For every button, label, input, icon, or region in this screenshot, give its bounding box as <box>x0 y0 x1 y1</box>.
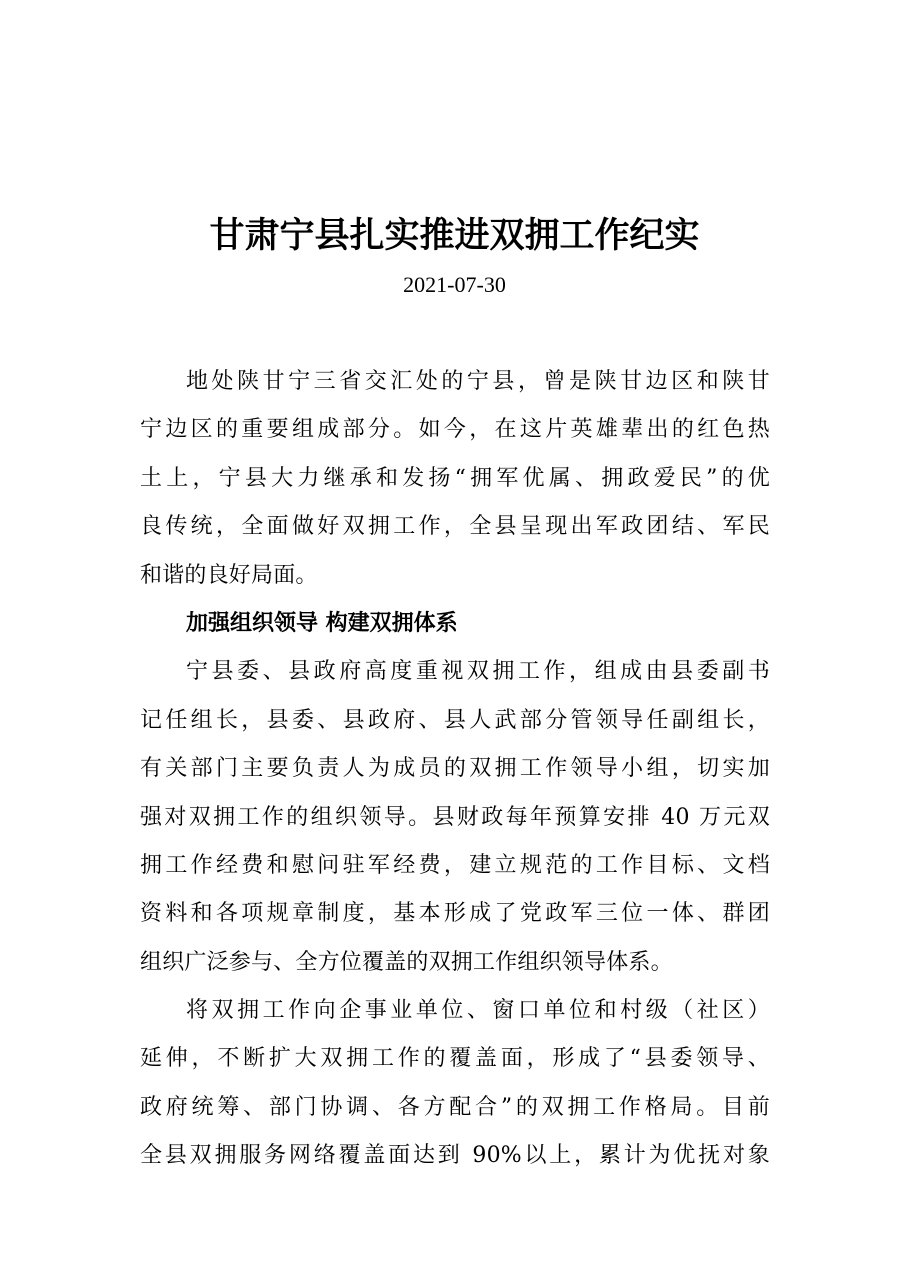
text-line: 拥工作经费和慰问驻军经费，建立规范的工作目标、文档 <box>140 852 770 878</box>
text-line: 土上，宁县大力继承和发扬“拥军优属、拥政爱民”的优 <box>140 465 770 491</box>
text-line: 地处陕甘宁三省交汇处的宁县，曾是陕甘边区和陕甘 <box>186 369 770 394</box>
text-line: 宁边区的重要组成部分。如今，在这片英雄辈出的红色热 <box>140 417 770 443</box>
text-line: 组织广泛参与、全方位覆盖的双拥工作组织领导体系。 <box>140 949 673 975</box>
text-line: 强对双拥工作的组织领导。县财政每年预算安排 40 万元双 <box>140 804 770 830</box>
text-line: 资料和各项规章制度，基本形成了党政军三位一体、群团 <box>140 901 770 927</box>
article-title: 甘肃宁县扎实推进双拥工作纪实 <box>209 215 700 256</box>
text-line: 全县双拥服务网络覆盖面达到 90%以上，累计为优抚对象 <box>140 1143 770 1169</box>
text-line: 和谐的良好局面。 <box>140 562 318 588</box>
article-date: 2021-07-30 <box>403 272 506 297</box>
paragraph-intro <box>140 358 770 600</box>
text-line: 延伸，不断扩大双拥工作的覆盖面，形成了“县委领导、 <box>140 1046 770 1072</box>
text-line: 有关部门主要负责人为成员的双拥工作领导小组，切实加 <box>140 756 770 782</box>
text-line: 记任组长，县委、县政府、县人武部分管领导任副组长， <box>140 707 770 733</box>
text-line: 政府统筹、部门协调、各方配合”的双拥工作格局。目前 <box>140 1094 770 1120</box>
paragraph-organization <box>140 648 770 987</box>
text-line: 将双拥工作向企事业单位、窗口单位和村级（社区） <box>186 998 770 1024</box>
text-line: 宁县委、县政府高度重视双拥工作，组成由县委副书 <box>186 659 770 685</box>
text-line: 良传统，全面做好双拥工作，全县呈现出军政团结、军民 <box>140 514 770 540</box>
article-body <box>140 358 770 1181</box>
section-heading: 加强组织领导 构建双拥体系 <box>186 610 458 636</box>
paragraph-extension <box>140 987 770 1181</box>
